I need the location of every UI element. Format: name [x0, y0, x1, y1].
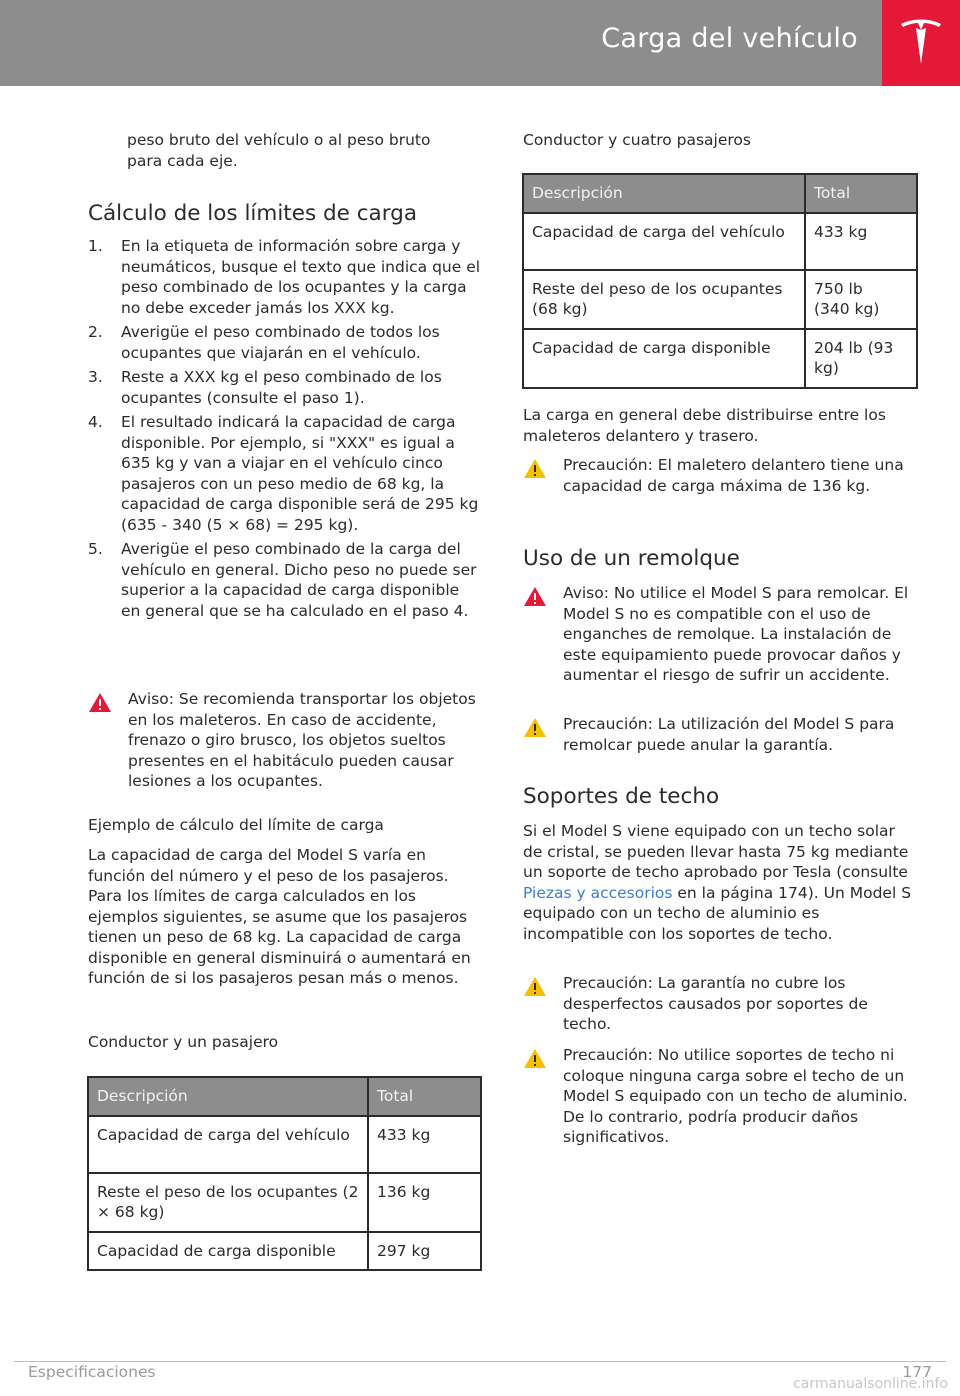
table-row — [523, 270, 917, 329]
step-text: Averigüe el peso combinado de todos los ocupantes que viajarán en el vehículo. — [121, 323, 440, 362]
table-cell: 750 lb (340 kg) — [805, 270, 917, 329]
caution-text: Precaución: El maletero delantero tiene una capacidad de carga máxima de 136 kg. — [563, 456, 904, 495]
table-cell: 136 kg — [368, 1173, 481, 1232]
table-caption: Conductor y cuatro pasajeros — [523, 131, 751, 149]
table-header-cell: Total — [805, 174, 917, 213]
table-row — [523, 329, 917, 388]
example-body: La capacidad de carga del Model S varía en función del número y el peso de los pasajeros. Para los límites de carga calculados en los ejemplos siguientes, se asume que los pasajeros tienen un peso de 68 kg. La capacidad de carga disponible en general disminuirá o aumentará en función de si los pasajeros pesan más o menos. — [88, 846, 471, 987]
caution-text: Precaución: No utilice soportes de techo ni coloque ninguna carga sobre el techo de un Model S equipado con un techo de aluminio. De lo contrario, podría producir daños significativos. — [563, 1046, 908, 1146]
warning-notice — [88, 689, 482, 792]
roof-text — [523, 821, 919, 944]
caution-notice — [523, 973, 919, 1035]
table-cell: 297 kg — [368, 1232, 481, 1271]
list-item — [88, 322, 482, 363]
warning-triangle-icon — [523, 586, 547, 607]
caution-notice — [523, 714, 919, 755]
heading-load-limits: Cálculo de los límites de carga — [88, 201, 417, 226]
list-item — [88, 367, 482, 408]
step-number: 4. — [88, 413, 103, 431]
caution-triangle-icon — [523, 717, 547, 738]
step-text: En la etiqueta de información sobre carga y neumáticos, busque el texto que indica que el peso combinado de los ocupantes y la carga no debe exceder jamás los XXX kg. — [121, 237, 481, 317]
caution-text: Precaución: La utilización del Model S para remolcar puede anular la garantía. — [563, 715, 895, 754]
caution-notice — [523, 1045, 919, 1148]
caution-triangle-icon — [523, 458, 547, 479]
page-title: Carga del vehículo — [601, 23, 858, 54]
table-cell: Reste el peso de los ocupantes (2 × 68 kg) — [88, 1173, 368, 1232]
table-cell: Capacidad de carga del vehículo — [88, 1116, 368, 1173]
tesla-logo-icon — [899, 18, 943, 66]
table-caption: Conductor y un pasajero — [88, 1033, 279, 1051]
warning-triangle-icon — [88, 692, 112, 713]
table-header-row — [88, 1077, 481, 1116]
heading-towing: Uso de un remolque — [523, 546, 740, 571]
roof-text-part: en la página 174). Un Model S equipado con un techo de aluminio es incompatible con los soportes de techo. — [523, 883, 912, 943]
warning-text: Aviso: Se recomienda transportar los objetos en los maleteros. En caso de accidente, frenazo o giro brusco, los objetos sueltos presentes en el habitáculo pueden causar lesiones a los ocupantes. — [128, 690, 476, 790]
table-header-cell: Total — [368, 1077, 481, 1116]
page-number: 177 — [902, 1363, 932, 1381]
caution-notice — [523, 455, 919, 496]
table-cell: 433 kg — [805, 213, 917, 270]
list-item — [88, 539, 482, 621]
warning-text: Aviso: No utilice el Model S para remolcar. El Model S no es compatible con el uso de enganches de remolque. La instalación de este equipamiento puede provocar daños y aumentar el riesgo de sufrir un accidente. — [563, 584, 909, 684]
heading-roof-racks: Soportes de techo — [523, 784, 720, 809]
step-number: 3. — [88, 368, 103, 386]
distribution-text: La carga en general debe distribuirse entre los maleteros delantero y trasero. — [523, 406, 886, 445]
step-number: 1. — [88, 237, 103, 255]
page-header — [0, 0, 960, 86]
table-cell: Capacidad de carga del vehículo — [523, 213, 805, 270]
step-text: Reste a XXX kg el peso combinado de los ocupantes (consulte el paso 1). — [121, 368, 442, 407]
table-header-cell: Descripción — [523, 174, 805, 213]
table-cell: Reste del peso de los ocupantes (68 kg) — [523, 270, 805, 329]
table-row — [523, 213, 917, 270]
example-title: Ejemplo de cálculo del límite de carga — [88, 816, 384, 834]
table-row — [88, 1116, 481, 1173]
table-row — [88, 1232, 481, 1271]
intro-text — [127, 130, 487, 171]
table-cell: Capacidad de carga disponible — [523, 329, 805, 388]
table-row — [88, 1173, 481, 1232]
brand-logo-box — [882, 0, 960, 86]
caution-triangle-icon — [523, 1048, 547, 1069]
load-table-four-passengers — [522, 173, 918, 389]
intro-line: para cada eje. — [127, 151, 238, 170]
step-number: 5. — [88, 540, 103, 558]
step-text: El resultado indicará la capacidad de carga disponible. Por ejemplo, si "XXX" es igual a 635 kg y van a viajar en el vehículo cinco pasajeros con un peso medio de 68 kg, la capacidad de carga disponible será de 295 kg (635 - 340 (5 × 68) = 295 kg). — [121, 413, 479, 534]
step-number: 2. — [88, 323, 103, 341]
steps-list — [88, 236, 482, 625]
parts-accessories-link[interactable]: Piezas y accesorios — [523, 883, 673, 902]
footer-section: Especificaciones — [28, 1363, 156, 1381]
table-cell: Capacidad de carga disponible — [88, 1232, 368, 1271]
list-item — [88, 236, 482, 318]
list-item — [88, 412, 482, 535]
table-cell: 204 lb (93 kg) — [805, 329, 917, 388]
intro-line: peso bruto del vehículo o al peso bruto — [127, 131, 431, 149]
table-header-row — [523, 174, 917, 213]
step-text: Averigüe el peso combinado de la carga del vehículo en general. Dicho peso no puede ser superior a la capacidad de carga disponible en general que se ha calculado en el paso 4. — [121, 540, 477, 620]
roof-text-part: Si el Model S viene equipado con un techo solar de cristal, se pueden llevar hasta 75 kg mediante un soporte de techo aprobado por Tesla (consulte — [523, 822, 909, 881]
table-header-cell: Descripción — [88, 1077, 368, 1116]
watermark: carmanualsonline.info — [793, 1376, 948, 1392]
load-table-one-passenger — [87, 1076, 482, 1271]
table-cell: 433 kg — [368, 1116, 481, 1173]
caution-text: Precaución: La garantía no cubre los desperfectos causados por soportes de techo. — [563, 974, 868, 1033]
warning-notice — [523, 583, 919, 686]
caution-triangle-icon — [523, 976, 547, 997]
